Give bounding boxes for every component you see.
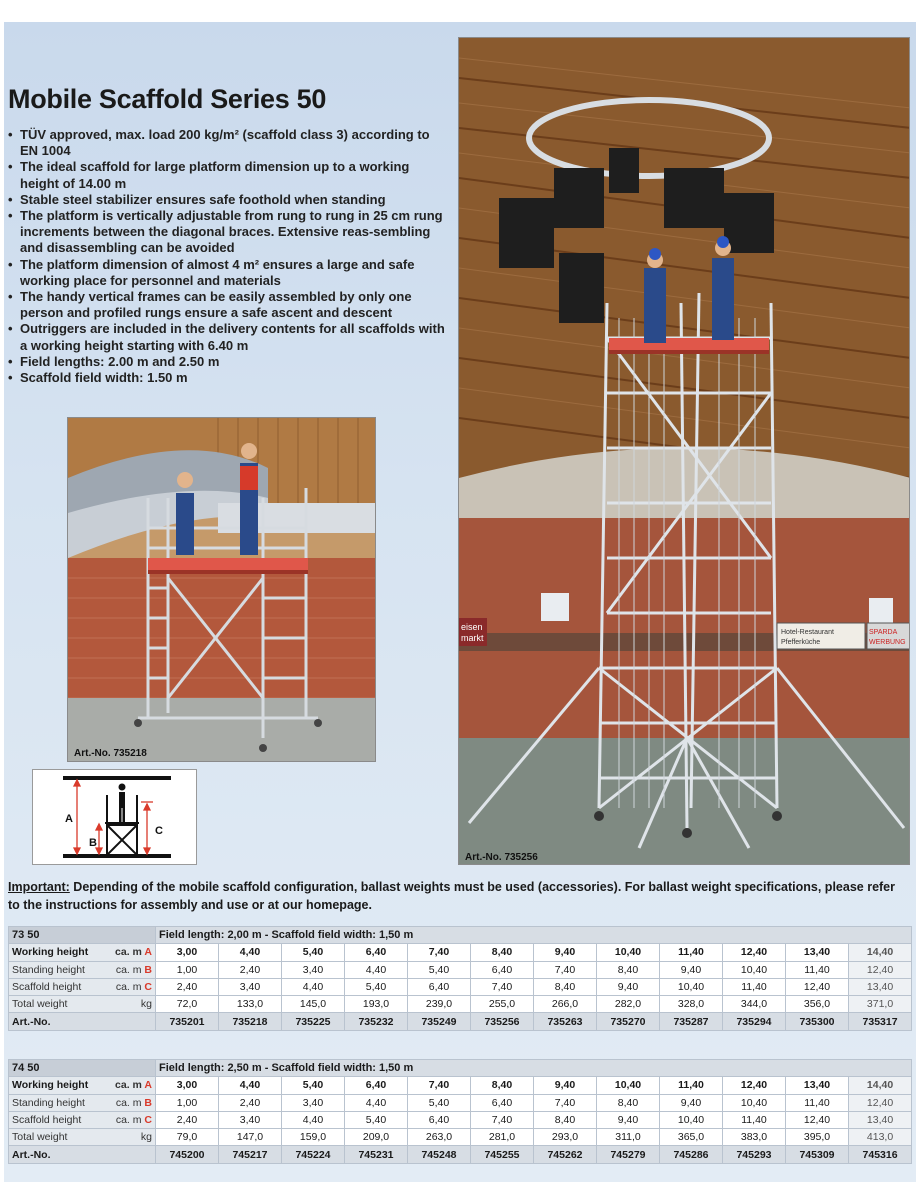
table-cell: 3,00 [156, 1077, 219, 1094]
table-cell: 7,40 [471, 978, 534, 995]
table-cell: 5,40 [408, 961, 471, 978]
table-cell: 12,40 [849, 1094, 912, 1111]
table-cell: 10,40 [597, 1077, 660, 1094]
table-cell: 13,40 [849, 978, 912, 995]
sign-sparda: SPARDA [869, 629, 898, 636]
sign-markt: markt [461, 633, 484, 643]
table-cell: 4,40 [282, 978, 345, 995]
table-cell: 72,0 [156, 996, 219, 1013]
row-label-cell [9, 978, 156, 995]
table-cell: 6,40 [345, 1077, 408, 1094]
row-label: Working height [12, 946, 89, 959]
row-unit-text: ca. m [115, 1096, 142, 1109]
row-label-cell [9, 1129, 156, 1146]
row-label: Total weight [12, 998, 68, 1011]
feature-item: • Field lengths: 2.00 m and 2.50 m [8, 354, 448, 370]
row-unit-letter: B [144, 1096, 152, 1109]
row-unit [115, 1079, 152, 1091]
table-row [9, 996, 912, 1013]
spec-table-7450 [8, 1059, 912, 1164]
table-cell: 147,0 [219, 1129, 282, 1146]
table-cell: 2,40 [156, 978, 219, 995]
feature-item: • The platform is vertically adjustable from rung to rung in 25 cm rung increments between the diagonal braces. Extensive reas-sembling and disassembling can be avoided [8, 208, 448, 257]
table-cell: 7,40 [408, 1077, 471, 1094]
scaffold-photo-small-image [68, 418, 376, 762]
table-cell: 6,40 [345, 944, 408, 961]
table-cell: 8,40 [471, 944, 534, 961]
important-note [8, 878, 908, 914]
table-cell: 7,40 [534, 961, 597, 978]
table-cell: 10,40 [660, 978, 723, 995]
table-cell: 8,40 [534, 978, 597, 995]
table-row [9, 1077, 912, 1094]
table-cell: 3,40 [219, 1111, 282, 1128]
table-row [9, 1094, 912, 1111]
table-cell: 282,0 [597, 996, 660, 1013]
row-unit [141, 998, 152, 1010]
table-cell: 735287 [660, 1013, 723, 1030]
table-cell: 266,0 [534, 996, 597, 1013]
row-label-cell [9, 996, 156, 1013]
table-cell: 745316 [849, 1146, 912, 1163]
table-cell: 6,40 [408, 1111, 471, 1128]
row-label-cell [9, 961, 156, 978]
table-cell: 8,40 [534, 1111, 597, 1128]
table-cell: 209,0 [345, 1129, 408, 1146]
row-unit [116, 1097, 152, 1109]
table-cell: 9,40 [534, 1077, 597, 1094]
feature-item: • Scaffold field width: 1.50 m [8, 370, 448, 386]
table-cell: 745200 [156, 1146, 219, 1163]
table-cell: 13,40 [786, 1077, 849, 1094]
table-cell: 6,40 [471, 1094, 534, 1111]
table-cell: 11,40 [786, 1094, 849, 1111]
feature-item: • The platform dimension of almost 4 m² ensures a large and safe working place for personnel and materials [8, 257, 448, 289]
table-cell: 239,0 [408, 996, 471, 1013]
table-cell: 13,40 [786, 944, 849, 961]
table-row [9, 1111, 912, 1128]
table-cell: 5,40 [345, 978, 408, 995]
row-label: Total weight [12, 1131, 68, 1144]
row-unit-text: kg [140, 1131, 152, 1144]
row-unit [116, 964, 152, 976]
table-cell: 745224 [282, 1146, 345, 1163]
table-cell: 371,0 [849, 996, 912, 1013]
feature-item: • Outriggers are included in the delivery contents for all scaffolds with a working height starting with 6.40 m [8, 321, 448, 353]
table-cell: 383,0 [723, 1129, 786, 1146]
table-cell: 5,40 [282, 944, 345, 961]
table-heading: Field length: 2,50 m - Scaffold field width: 1,50 m [156, 1060, 912, 1077]
row-unit [116, 981, 152, 993]
spec-table-7350 [8, 926, 912, 1031]
row-label: Standing height [12, 963, 85, 976]
table-cell: 4,40 [219, 1077, 282, 1094]
table-cell: 10,40 [597, 944, 660, 961]
table-cell: 12,40 [786, 1111, 849, 1128]
table-heading-row [9, 1060, 912, 1077]
row-unit-text: ca. m [115, 946, 142, 959]
sign-werbung: WERBUNG [869, 639, 906, 646]
row-label-cell [9, 1077, 156, 1094]
table-cell: 12,40 [723, 944, 786, 961]
table-cell: 365,0 [660, 1129, 723, 1146]
table-row [9, 944, 912, 961]
photo-caption-small: Art.-No. 735218 [74, 748, 147, 759]
row-unit-letter: A [144, 1079, 152, 1092]
table-model: 74 50 [9, 1060, 156, 1077]
table-cell: 11,40 [723, 1111, 786, 1128]
table-cell: 735218 [219, 1013, 282, 1030]
table-cell: 133,0 [219, 996, 282, 1013]
row-unit-text: ca. m [115, 981, 142, 994]
scaffold-photo-small [67, 417, 376, 762]
table-model: 73 50 [9, 927, 156, 944]
table-heading-row [9, 927, 912, 944]
sign-pfefferkueche: Pfefferküche [781, 639, 821, 646]
sign-eisen: eisen [461, 622, 483, 632]
table-cell: 735249 [408, 1013, 471, 1030]
table-cell: 745248 [408, 1146, 471, 1163]
row-label-cell [9, 1146, 156, 1163]
dimension-diagram [32, 769, 197, 865]
table-cell: 735225 [282, 1013, 345, 1030]
table-cell: 735263 [534, 1013, 597, 1030]
table-cell: 735201 [156, 1013, 219, 1030]
table-cell: 745231 [345, 1146, 408, 1163]
table-cell: 4,40 [345, 1094, 408, 1111]
row-unit-text: ca. m [115, 1079, 142, 1092]
row-unit-text: ca. m [115, 963, 142, 976]
table-cell: 745293 [723, 1146, 786, 1163]
table-cell: 3,40 [219, 978, 282, 995]
row-label: Art.-No. [12, 1148, 51, 1161]
feature-item: • The ideal scaffold for large platform dimension up to a working height of 14.00 m [8, 159, 448, 191]
table-cell: 395,0 [786, 1129, 849, 1146]
table-cell: 735256 [471, 1013, 534, 1030]
table-cell: 9,40 [660, 1094, 723, 1111]
table-cell: 9,40 [597, 978, 660, 995]
table-cell: 14,40 [849, 1077, 912, 1094]
row-label: Working height [12, 1079, 89, 1092]
row-unit-letter: C [144, 981, 152, 994]
row-unit-letter: B [144, 963, 152, 976]
row-unit [116, 1114, 152, 1126]
table-cell: 413,0 [849, 1129, 912, 1146]
table-cell: 5,40 [282, 1077, 345, 1094]
table-cell: 145,0 [282, 996, 345, 1013]
table-cell: 7,40 [471, 1111, 534, 1128]
table-cell: 745309 [786, 1146, 849, 1163]
table-cell: 9,40 [534, 944, 597, 961]
table-cell: 79,0 [156, 1129, 219, 1146]
table-cell: 12,40 [849, 961, 912, 978]
feature-item: • Stable steel stabilizer ensures safe foothold when standing [8, 192, 448, 208]
table-cell: 10,40 [660, 1111, 723, 1128]
table-cell: 5,40 [345, 1111, 408, 1128]
table-cell: 12,40 [786, 978, 849, 995]
table-cell: 745286 [660, 1146, 723, 1163]
table-cell: 5,40 [408, 1094, 471, 1111]
table-cell: 263,0 [408, 1129, 471, 1146]
table-cell: 6,40 [408, 978, 471, 995]
row-unit [115, 946, 152, 958]
table-cell: 3,00 [156, 944, 219, 961]
row-label: Scaffold height [12, 1114, 82, 1127]
table-cell: 4,40 [345, 961, 408, 978]
table-cell: 328,0 [660, 996, 723, 1013]
table-cell: 11,40 [723, 978, 786, 995]
row-label: Art.-No. [12, 1015, 51, 1028]
table-cell: 745255 [471, 1146, 534, 1163]
table-cell: 735232 [345, 1013, 408, 1030]
feature-list [8, 127, 448, 386]
table-cell: 7,40 [534, 1094, 597, 1111]
table-cell: 9,40 [597, 1111, 660, 1128]
table-cell: 7,40 [408, 944, 471, 961]
table-cell: 1,00 [156, 961, 219, 978]
table-cell: 2,40 [219, 1094, 282, 1111]
page-title: Mobile Scaffold Series 50 [8, 84, 327, 114]
row-label-cell [9, 1111, 156, 1128]
table-cell: 4,40 [219, 944, 282, 961]
table-cell: 13,40 [849, 1111, 912, 1128]
table-cell: 293,0 [534, 1129, 597, 1146]
table-row [9, 1146, 912, 1163]
table-cell: 735294 [723, 1013, 786, 1030]
table-cell: 2,40 [156, 1111, 219, 1128]
table-cell: 8,40 [471, 1077, 534, 1094]
table-cell: 1,00 [156, 1094, 219, 1111]
important-text: Depending of the mobile scaffold configuration, ballast weights must be used (accessories). For ballast weight specifications, please refer to the instructions for assembly and use or at our homepage. [8, 880, 895, 912]
row-label-cell [9, 1013, 156, 1030]
scaffold-photo-large [458, 37, 910, 865]
table-cell: 356,0 [786, 996, 849, 1013]
table-cell: 6,40 [471, 961, 534, 978]
table-row [9, 961, 912, 978]
table-cell: 344,0 [723, 996, 786, 1013]
table-row [9, 1013, 912, 1030]
feature-item: • TÜV approved, max. load 200 kg/m² (scaffold class 3) according to EN 1004 [8, 127, 448, 159]
row-label-cell [9, 944, 156, 961]
table-cell: 11,40 [660, 1077, 723, 1094]
table-cell: 10,40 [723, 961, 786, 978]
table-cell: 8,40 [597, 961, 660, 978]
table-cell: 745262 [534, 1146, 597, 1163]
diagram-label-b: B [89, 837, 97, 849]
table-cell: 4,40 [282, 1111, 345, 1128]
table-cell: 193,0 [345, 996, 408, 1013]
diagram-label-c: C [155, 825, 163, 837]
important-lead: Important: [8, 880, 70, 894]
table-row [9, 978, 912, 995]
row-unit-letter: C [144, 1114, 152, 1127]
table-row [9, 1129, 912, 1146]
table-cell: 735300 [786, 1013, 849, 1030]
row-unit [141, 1131, 152, 1143]
table-cell: 10,40 [723, 1094, 786, 1111]
table-cell: 735317 [849, 1013, 912, 1030]
table-cell: 745279 [597, 1146, 660, 1163]
table-cell: 311,0 [597, 1129, 660, 1146]
table-cell: 8,40 [597, 1094, 660, 1111]
row-unit-letter: A [144, 946, 152, 959]
table-cell: 11,40 [786, 961, 849, 978]
feature-item: • The handy vertical frames can be easily assembled by only one person and profiled rungs ensure a safe ascent and descent [8, 289, 448, 321]
row-label: Scaffold height [12, 981, 82, 994]
table-cell: 281,0 [471, 1129, 534, 1146]
scaffold-photo-large-image [459, 38, 910, 865]
table-cell: 3,40 [282, 1094, 345, 1111]
table-cell: 255,0 [471, 996, 534, 1013]
photo-caption-large: Art.-No. 735256 [465, 852, 538, 863]
table-cell: 11,40 [660, 944, 723, 961]
table-cell: 735270 [597, 1013, 660, 1030]
table-cell: 14,40 [849, 944, 912, 961]
table-cell: 12,40 [723, 1077, 786, 1094]
row-label-cell [9, 1094, 156, 1111]
diagram-label-a: A [65, 813, 73, 825]
table-cell: 3,40 [282, 961, 345, 978]
table-heading: Field length: 2,00 m - Scaffold field width: 1,50 m [156, 927, 912, 944]
row-unit-text: kg [140, 998, 152, 1011]
row-unit-text: ca. m [115, 1114, 142, 1127]
row-label: Standing height [12, 1096, 85, 1109]
table-cell: 2,40 [219, 961, 282, 978]
table-cell: 9,40 [660, 961, 723, 978]
table-cell: 159,0 [282, 1129, 345, 1146]
sign-hotel: Hotel-Restaurant [781, 629, 834, 636]
table-cell: 745217 [219, 1146, 282, 1163]
dimension-diagram-graphic [33, 770, 196, 864]
